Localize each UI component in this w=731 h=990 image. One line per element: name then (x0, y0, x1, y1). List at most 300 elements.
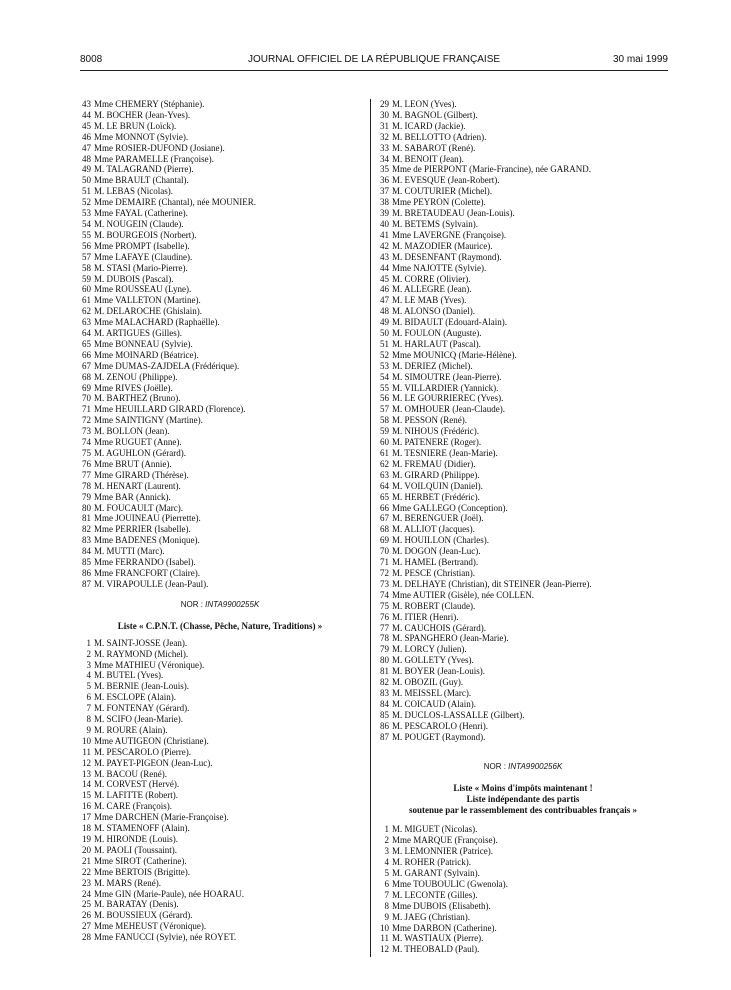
candidate-name: M. CARE (François). (94, 801, 172, 812)
candidate-name: M. ROHER (Patrick). (392, 857, 471, 868)
candidate-rank: 64 (380, 480, 389, 491)
candidate-name: M. ZENOU (Philippe). (94, 371, 178, 382)
candidate-name: M. EVESQUE (Jean-Robert). (392, 175, 500, 186)
candidate-name: M. COICAUD (Alain). (392, 698, 476, 709)
candidate-name: M. NOUGEIN (Claude). (94, 218, 184, 229)
candidate-name: M. HENART (Laurent). (94, 480, 181, 491)
candidate-rank: 58 (82, 262, 91, 273)
candidate-rank: 77 (380, 622, 389, 633)
candidate-entry (378, 154, 668, 165)
candidate-name: Mme MOUNICQ (Marie-Hélène). (392, 349, 517, 360)
candidate-rank: 68 (82, 371, 91, 382)
candidate-entry (378, 890, 668, 901)
candidate-name: M. LEON (Yves). (392, 99, 457, 109)
candidate-rank: 15 (82, 790, 91, 801)
candidate-entry (378, 732, 668, 743)
candidate-name: M. CORRE (Olivier). (392, 273, 471, 284)
candidate-name: M. CORVEST (Hervé). (94, 779, 180, 790)
candidate-name: M. AGUHLON (Gérard). (94, 448, 186, 458)
candidate-rank: 25 (82, 899, 91, 910)
candidate-name: Mme RUGUET (Anne). (94, 437, 182, 448)
candidate-rank: 82 (82, 524, 91, 535)
candidate-entry (378, 339, 668, 350)
left-column (80, 99, 360, 943)
candidate-name: Mme FERRANDO (Isabel). (94, 557, 196, 568)
candidate-entry (378, 824, 668, 835)
candidate-entry (80, 714, 360, 725)
candidate-entry (80, 568, 360, 579)
candidate-rank: 31 (380, 120, 389, 131)
candidate-rank: 64 (82, 328, 91, 339)
candidate-entry (80, 230, 360, 241)
candidate-rank: 69 (380, 535, 389, 546)
candidate-name: M. SCIFO (Jean-Marie). (94, 714, 183, 725)
candidate-rank: 54 (82, 218, 91, 229)
candidate-entry (378, 557, 668, 568)
candidate-entry (378, 284, 668, 295)
candidate-entry (378, 372, 668, 383)
candidate-rank: 59 (380, 426, 389, 437)
candidate-entry (378, 241, 668, 252)
candidate-name: Mme MEHEUST (Véronique). (94, 921, 207, 932)
candidate-name: M. BELLOTTO (Adrien). (392, 131, 487, 142)
candidate-rank: 8 (384, 900, 389, 911)
candidate-name: M. BENOIT (Jean). (392, 153, 464, 164)
candidate-name: M. BOUSSIEUX (Gérard). (94, 910, 193, 921)
candidate-entry (80, 186, 360, 197)
candidate-name: M. PESSON (René). (392, 415, 468, 426)
candidate-rank: 78 (380, 633, 389, 644)
candidate-name: Mme MATHIEU (Véronique). (94, 659, 205, 670)
candidate-entry (80, 132, 360, 143)
candidate-entry (80, 197, 360, 208)
candidate-rank: 46 (82, 131, 91, 142)
candidate-name: M. DOGON (Jean-Luc). (392, 546, 481, 557)
candidate-rank: 47 (380, 295, 389, 306)
candidate-name: M. BUTEL (Yves). (94, 670, 164, 681)
candidate-name: Mme FRANCFORT (Claire). (94, 567, 201, 578)
candidate-rank: 17 (82, 812, 91, 823)
candidate-entry (378, 901, 668, 912)
candidate-rank: 86 (380, 720, 389, 731)
candidate-rank: 29 (380, 99, 389, 109)
candidate-entry (80, 878, 360, 889)
candidate-entry (378, 579, 668, 590)
candidate-entry (80, 769, 360, 780)
candidate-entry (80, 426, 360, 437)
candidate-entry (378, 99, 668, 110)
candidate-entry (378, 912, 668, 923)
candidate-rank: 51 (380, 338, 389, 349)
candidate-name: Mme FANUCCI (Sylvie), née ROYET. (94, 932, 237, 943)
candidate-rank: 12 (82, 757, 91, 768)
candidate-name: Mme PROMPT (Isabelle). (94, 240, 190, 251)
candidate-entry (80, 143, 360, 154)
candidate-name: M. BAGNOL (Gilbert). (392, 109, 478, 120)
candidate-rank: 65 (380, 491, 389, 502)
candidate-rank: 68 (380, 524, 389, 535)
candidate-rank: 32 (380, 131, 389, 142)
candidate-name: M. BARATAY (Denis). (94, 899, 179, 910)
candidate-name: Mme de PIERPONT (Marie-Francine), née GARAND. (392, 164, 592, 175)
candidate-rank: 10 (82, 735, 91, 746)
candidate-name: Mme JOUINEAU (Pierrette). (94, 513, 201, 524)
candidate-entry (378, 481, 668, 492)
candidate-entry (378, 208, 668, 219)
candidate-rank: 54 (380, 371, 389, 382)
candidate-entry (378, 393, 668, 404)
candidate-entry (80, 306, 360, 317)
candidate-name: M. NIHOUS (Frédéric). (392, 426, 479, 437)
candidate-rank: 48 (82, 153, 91, 164)
list-title-line: Liste « Moins d'impôts maintenant ! (453, 783, 593, 794)
candidate-name: M. DELHAYE (Christian), dit STEINER (Jean-Pierre). (392, 578, 592, 589)
candidate-name: Mme ROUSSEAU (Lyne). (94, 284, 192, 295)
candidate-list-continued (80, 99, 360, 590)
candidate-rank: 45 (82, 120, 91, 131)
candidate-name: M. MAZODIER (Maurice). (392, 240, 493, 251)
candidate-name: M. DUBOIS (Pascal). (94, 273, 174, 284)
candidate-name: M. PESCAROLO (Pierre). (94, 746, 191, 757)
candidate-entry (80, 284, 360, 295)
candidate-entry (80, 546, 360, 557)
candidate-name: M. LEMONNIER (Patrice). (392, 846, 493, 857)
candidate-rank: 84 (380, 698, 389, 709)
candidate-name: M. DELAROCHE (Ghislain). (94, 306, 202, 317)
candidate-name: Mme SIROT (Catherine). (94, 855, 187, 866)
candidate-entry (378, 492, 668, 503)
candidate-name: Mme FAYAL (Catherine). (94, 208, 188, 219)
candidate-rank: 77 (82, 469, 91, 480)
candidate-entry (378, 274, 668, 285)
candidate-name: M. SPANGHERO (Jean-Marie). (392, 633, 509, 644)
candidate-rank: 20 (82, 844, 91, 855)
candidate-entry (80, 339, 360, 350)
candidate-entry (80, 845, 360, 856)
candidate-rank: 56 (82, 240, 91, 251)
candidate-rank: 3 (86, 659, 91, 670)
candidate-name: Mme BAR (Annick). (94, 491, 171, 502)
candidate-rank: 66 (82, 349, 91, 360)
candidate-entry (378, 601, 668, 612)
candidate-entry (80, 481, 360, 492)
candidate-entry (378, 857, 668, 868)
candidate-rank: 2 (384, 835, 389, 846)
candidate-rank: 55 (380, 382, 389, 393)
candidate-entry (378, 535, 668, 546)
candidate-entry (378, 699, 668, 710)
column-divider (370, 99, 371, 957)
candidate-entry (378, 590, 668, 601)
candidate-entry (80, 779, 360, 790)
candidate-entry (378, 186, 668, 197)
candidate-rank: 7 (86, 703, 91, 714)
candidate-rank: 50 (82, 175, 91, 186)
nor-prefix: NOR : (180, 599, 203, 609)
candidate-name: M. BETEMS (Sylvain). (392, 218, 479, 229)
candidate-rank: 34 (380, 153, 389, 164)
candidate-name: M. OMHOUER (Jean-Claude). (392, 404, 505, 415)
candidate-list-moins-impots (378, 824, 668, 955)
candidate-entry (80, 889, 360, 900)
candidate-name: Mme NAJOTTE (Sylvie). (392, 262, 487, 273)
candidate-name: Mme HEUILLARD GIRARD (Florence). (94, 404, 246, 415)
candidate-rank: 30 (380, 109, 389, 120)
candidate-rank: 66 (380, 502, 389, 513)
candidate-entry (378, 404, 668, 415)
candidate-rank: 9 (86, 724, 91, 735)
candidate-rank: 52 (82, 197, 91, 208)
nor-reference (378, 762, 668, 773)
candidate-entry (80, 350, 360, 361)
candidate-entry (80, 383, 360, 394)
candidate-rank: 2 (86, 648, 91, 659)
candidate-entry (378, 459, 668, 470)
candidate-rank: 85 (82, 557, 91, 568)
candidate-name: Mme DUMAS-ZAJDELA (Frédérique). (94, 360, 240, 371)
candidate-rank: 61 (380, 448, 389, 458)
candidate-entry (80, 219, 360, 230)
list-title-line: soutenue par le rassemblement des contribuables français » (408, 805, 638, 816)
candidate-entry (378, 513, 668, 524)
candidate-entry (80, 295, 360, 306)
page-header (80, 54, 668, 70)
journal-title: JOURNAL OFFICIEL DE LA RÉPUBLIQUE FRANÇAISE (247, 54, 501, 65)
candidate-rank: 22 (82, 866, 91, 877)
candidate-rank: 71 (82, 404, 91, 415)
candidate-entry (80, 812, 360, 823)
candidate-entry (80, 867, 360, 878)
candidate-name: M. LE MAB (Yves). (392, 295, 467, 306)
candidate-entry (80, 747, 360, 758)
candidate-name: M. ALLEGRE (Jean). (392, 284, 472, 295)
candidate-rank: 81 (380, 666, 389, 677)
candidate-entry (80, 535, 360, 546)
candidate-rank: 44 (82, 109, 91, 120)
candidate-name: M. RAYMOND (Michel). (94, 648, 189, 659)
candidate-rank: 83 (380, 687, 389, 698)
candidate-rank: 16 (82, 801, 91, 812)
candidate-name: M. LEBAS (Nicolas). (94, 186, 173, 197)
candidate-rank: 57 (82, 251, 91, 262)
candidate-entry (80, 121, 360, 132)
candidate-name: Mme MALACHARD (Raphaëlle). (94, 317, 220, 328)
candidate-name: M. FOULON (Auguste). (392, 328, 482, 339)
candidate-entry (80, 492, 360, 503)
candidate-entry (80, 758, 360, 769)
candidate-name: Mme AUTIGEON (Christiane). (94, 735, 209, 746)
candidate-entry (80, 99, 360, 110)
candidate-entry (378, 295, 668, 306)
candidate-rank: 87 (82, 578, 91, 589)
candidate-entry (80, 660, 360, 671)
candidate-name: Mme VALLETON (Martine). (94, 295, 201, 306)
candidate-rank: 48 (380, 306, 389, 317)
candidate-entry (378, 546, 668, 557)
candidate-name: M. ALLIOT (Jacques). (392, 524, 475, 535)
page-number: 8008 (80, 54, 103, 65)
candidate-rank: 70 (82, 393, 91, 404)
candidate-entry (80, 932, 360, 943)
candidate-entry (378, 350, 668, 361)
candidate-name: M. ESCLOPE (Alain). (94, 692, 176, 703)
candidate-rank: 5 (86, 681, 91, 692)
candidate-rank: 73 (380, 578, 389, 589)
candidate-entry (378, 132, 668, 143)
candidate-rank: 82 (380, 677, 389, 688)
candidate-entry (80, 361, 360, 372)
list-title (378, 783, 668, 816)
candidate-entry (378, 164, 668, 175)
publication-date: 30 mai 1999 (612, 54, 668, 65)
candidate-rank: 24 (82, 888, 91, 899)
candidate-rank: 50 (380, 328, 389, 339)
candidate-rank: 43 (82, 99, 91, 109)
candidate-name: Mme PERRIER (Isabelle). (94, 524, 191, 535)
candidate-name: Mme BADENES (Monique). (94, 535, 200, 546)
candidate-name: Mme AUTIER (Gisèle), née COLLEN. (392, 589, 534, 600)
candidate-entry (378, 306, 668, 317)
candidate-rank: 67 (82, 360, 91, 371)
candidate-rank: 60 (82, 284, 91, 295)
candidate-entry (378, 623, 668, 634)
candidate-name: M. PATENERE (Roger). (392, 437, 482, 448)
candidate-name: M. FREMAU (Didier). (392, 458, 476, 469)
candidate-name: M. BOLLON (Jean). (94, 426, 170, 437)
candidate-rank: 53 (380, 360, 389, 371)
candidate-entry (378, 868, 668, 879)
candidate-rank: 84 (82, 546, 91, 557)
candidate-rank: 74 (380, 589, 389, 600)
candidate-rank: 79 (380, 644, 389, 655)
candidate-name: M. ROBERT (Claude). (392, 600, 476, 611)
candidate-name: M. VIRAPOULLE (Jean-Paul). (94, 578, 209, 589)
candidate-name: M. JAEG (Christian). (392, 911, 470, 922)
candidate-entry (378, 612, 668, 623)
candidate-rank: 86 (82, 567, 91, 578)
candidate-entry (80, 681, 360, 692)
candidate-rank: 58 (380, 415, 389, 426)
candidate-rank: 57 (380, 404, 389, 415)
candidate-rank: 52 (380, 349, 389, 360)
candidate-rank: 42 (380, 240, 389, 251)
candidate-rank: 1 (86, 637, 91, 648)
candidate-entry (378, 110, 668, 121)
candidate-rank: 19 (82, 834, 91, 844)
candidate-entry (80, 372, 360, 383)
candidate-entry (80, 252, 360, 263)
candidate-entry (378, 846, 668, 857)
candidate-rank: 87 (380, 731, 389, 742)
candidate-entry (80, 263, 360, 274)
candidate-rank: 85 (380, 709, 389, 720)
candidate-name: Mme GIN (Marie-Paule), née HOARAU. (94, 888, 244, 899)
right-column (378, 99, 668, 955)
candidate-name: Mme BONNEAU (Sylvie). (94, 338, 193, 349)
candidate-name: M. CAUCHOIS (Gérard). (392, 622, 486, 633)
candidate-rank: 45 (380, 273, 389, 284)
candidate-rank: 60 (380, 437, 389, 448)
candidate-rank: 1 (384, 824, 389, 835)
candidate-name: Mme MARQUE (Françoise). (392, 835, 498, 846)
candidate-rank: 67 (380, 513, 389, 524)
candidate-entry (80, 649, 360, 660)
candidate-entry (80, 670, 360, 681)
candidate-rank: 78 (82, 480, 91, 491)
candidate-entry (80, 823, 360, 834)
candidate-rank: 18 (82, 823, 91, 834)
candidate-name: M. STASI (Mario-Pierre). (94, 262, 188, 273)
candidate-name: Mme DEMAIRE (Chantal), née MOUNIER. (94, 197, 256, 208)
candidate-entry (80, 437, 360, 448)
list-title-line: Liste indépendante des partis (466, 794, 580, 805)
header-rule (80, 70, 668, 71)
candidate-name: M. PAOLI (Toussaint). (94, 844, 178, 855)
candidate-name: M. DERIEZ (Michel). (392, 360, 473, 371)
candidate-entry (80, 834, 360, 845)
candidate-name: Mme RIVES (Joëlle). (94, 382, 173, 393)
candidate-entry (80, 703, 360, 714)
candidate-rank: 53 (82, 208, 91, 219)
candidate-name: M. OBOZIL (Guy). (392, 677, 464, 688)
candidate-rank: 46 (380, 284, 389, 295)
candidate-entry (80, 725, 360, 736)
candidate-entry (378, 568, 668, 579)
candidate-entry (80, 801, 360, 812)
candidate-rank: 23 (82, 877, 91, 888)
candidate-name: M. SIMOUTRE (Jean-Pierre). (392, 371, 502, 382)
candidate-entry (378, 361, 668, 372)
candidate-name: Mme GALLEGO (Conception). (392, 502, 508, 513)
candidate-name: M. DUCLOS-LASSALLE (Gilbert). (392, 709, 525, 720)
candidate-name: Mme BERTOIS (Brigitte). (94, 866, 191, 877)
candidate-name: Mme GIRARD (Thérèse). (94, 469, 189, 480)
candidate-name: M. LECONTE (Gilles). (392, 889, 478, 900)
candidate-list-cpnt (80, 638, 360, 943)
candidate-rank: 38 (380, 197, 389, 208)
candidate-rank: 12 (380, 944, 389, 955)
candidate-rank: 49 (82, 164, 91, 175)
candidate-rank: 71 (380, 557, 389, 568)
candidate-name: M. PESCE (Christian). (392, 567, 476, 578)
candidate-name: M. HOUILLON (Charles). (392, 535, 489, 546)
candidate-entry (80, 415, 360, 426)
candidate-entry (378, 383, 668, 394)
candidate-rank: 11 (82, 746, 91, 757)
candidate-name: M. LORCY (Julien). (392, 644, 467, 655)
candidate-rank: 51 (82, 186, 91, 197)
candidate-name: M. ARTIGUES (Gilles). (94, 328, 182, 339)
candidate-entry (378, 230, 668, 241)
candidate-rank: 61 (82, 295, 91, 306)
candidate-name: Mme LAVERGNE (Françoise). (392, 229, 507, 240)
candidate-rank: 62 (82, 306, 91, 317)
candidate-name: Mme SAINTIGNY (Martine). (94, 415, 203, 426)
candidate-entry (378, 219, 668, 230)
candidate-rank: 75 (82, 448, 91, 458)
candidate-entry (378, 263, 668, 274)
candidate-entry (80, 692, 360, 703)
candidate-name: Mme PEYRON (Colette). (392, 197, 486, 208)
candidate-name: M. LAFITTE (Robert). (94, 790, 178, 801)
candidate-name: M. MEISSEL (Marc). (392, 687, 472, 698)
candidate-rank: 33 (380, 142, 389, 153)
candidate-name: M. TESNIERE (Jean-Marie). (392, 448, 498, 458)
candidate-name: M. GARANT (Sylvain). (392, 868, 480, 878)
candidate-rank: 37 (380, 186, 389, 197)
candidate-rank: 70 (380, 546, 389, 557)
candidate-name: M. BOURGEOIS (Norbert). (94, 229, 197, 240)
